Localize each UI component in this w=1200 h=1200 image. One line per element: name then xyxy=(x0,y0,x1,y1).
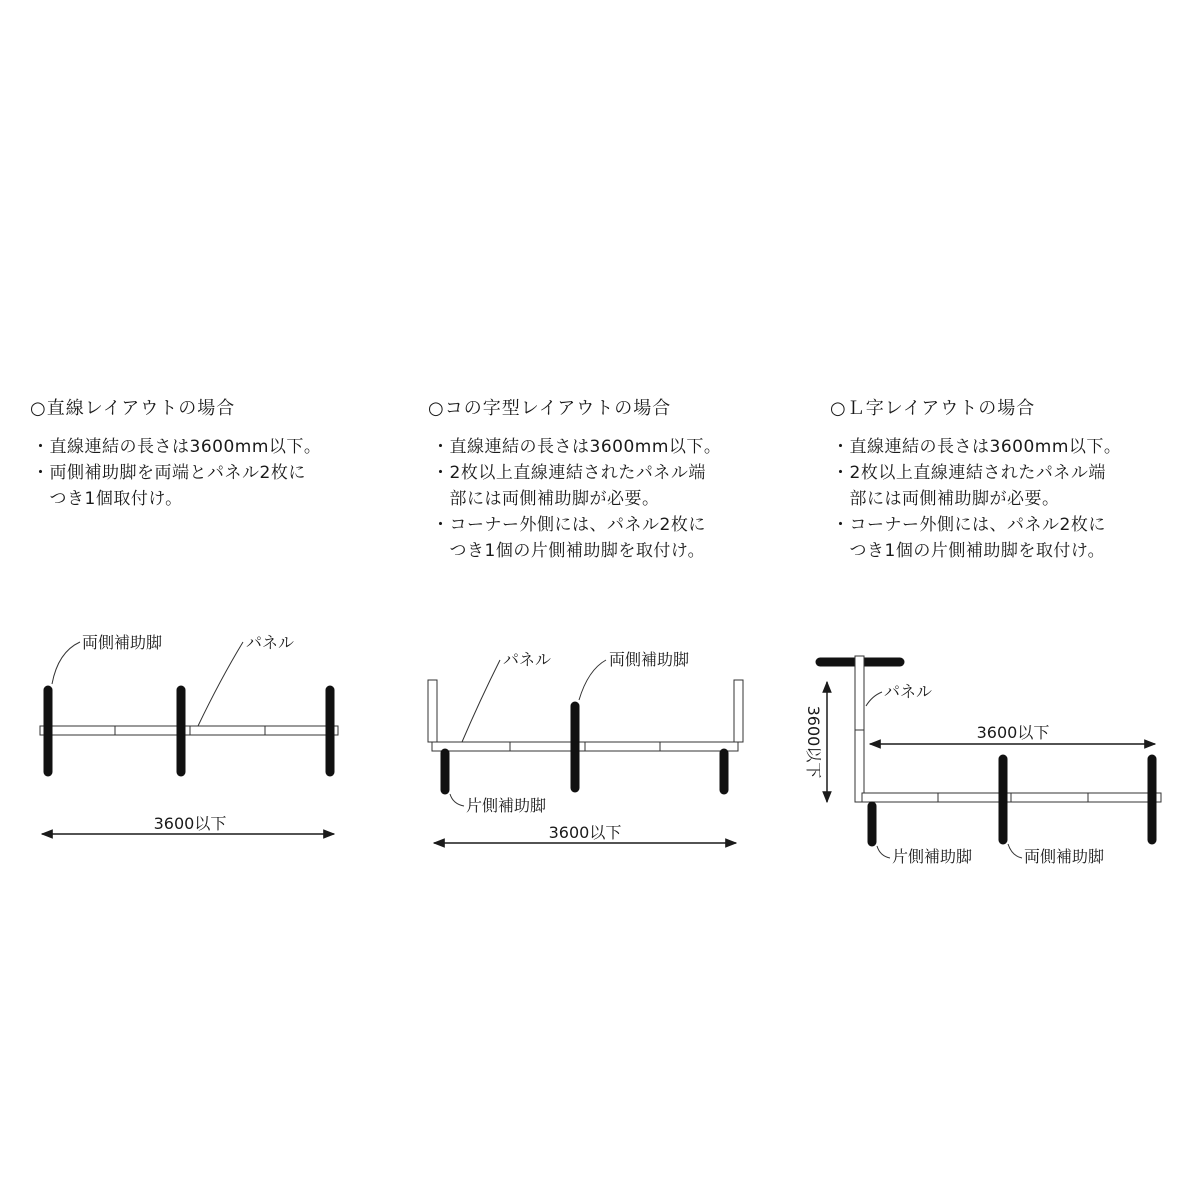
note-item: ・2枚以上直線連結されたパネル端 xyxy=(432,463,706,483)
label-panel: パネル xyxy=(884,682,933,701)
label-panel: パネル xyxy=(503,650,552,669)
leader-line xyxy=(1008,844,1022,858)
note-item: ・直線連結の長さは3600mm以下。 xyxy=(832,437,1122,457)
note-item: ・2枚以上直線連結されたパネル端 xyxy=(832,463,1106,483)
note-item: 部には両側補助脚が必要。 xyxy=(432,489,660,509)
note-item: 部には両側補助脚が必要。 xyxy=(832,489,1060,509)
note-item: つき1個の片側補助脚を取付け。 xyxy=(432,541,706,561)
note-item: ・コーナー外側には、パネル2枚に xyxy=(432,515,706,535)
label-double-leg: 両側補助脚 xyxy=(1024,847,1105,866)
label-double-leg: 両側補助脚 xyxy=(609,650,690,669)
note-item: つき1個取付け。 xyxy=(32,489,183,509)
label-length-vertical: 3600以下 xyxy=(804,705,823,779)
vertical-panel-bar xyxy=(855,656,864,802)
title-u-layout: ○コの字型レイアウトの場合 xyxy=(428,398,672,419)
straight-layout-diagram xyxy=(40,633,338,834)
label-length: 3600以下 xyxy=(153,814,227,833)
label-length: 3600以下 xyxy=(548,823,622,842)
leader-line xyxy=(579,660,606,700)
leader-line xyxy=(198,642,243,726)
title-l-layout: ○Ｌ字レイアウトの場合 xyxy=(830,398,1036,419)
side-panel xyxy=(428,680,437,742)
note-item: ・直線連結の長さは3600mm以下。 xyxy=(432,437,722,457)
l-layout-diagram xyxy=(804,656,1161,866)
note-item: ・直線連結の長さは3600mm以下。 xyxy=(32,437,322,457)
leader-line xyxy=(450,794,464,806)
leader-line xyxy=(877,846,890,858)
panel-bar xyxy=(40,726,338,735)
label-length-horizontal: 3600以下 xyxy=(976,723,1050,742)
label-double-leg: 両側補助脚 xyxy=(82,633,163,652)
leader-line xyxy=(52,642,80,684)
leader-line xyxy=(462,660,500,742)
leader-line xyxy=(866,692,882,706)
label-panel: パネル xyxy=(246,633,295,652)
side-panel xyxy=(734,680,743,742)
title-straight-layout: ○直線レイアウトの場合 xyxy=(30,398,236,419)
u-layout-diagram xyxy=(428,650,743,843)
note-item: つき1個の片側補助脚を取付け。 xyxy=(832,541,1106,561)
note-item: ・両側補助脚を両端とパネル2枚に xyxy=(32,463,306,483)
label-single-leg: 片側補助脚 xyxy=(466,796,547,815)
note-item: ・コーナー外側には、パネル2枚に xyxy=(832,515,1106,535)
label-single-leg: 片側補助脚 xyxy=(892,847,973,866)
